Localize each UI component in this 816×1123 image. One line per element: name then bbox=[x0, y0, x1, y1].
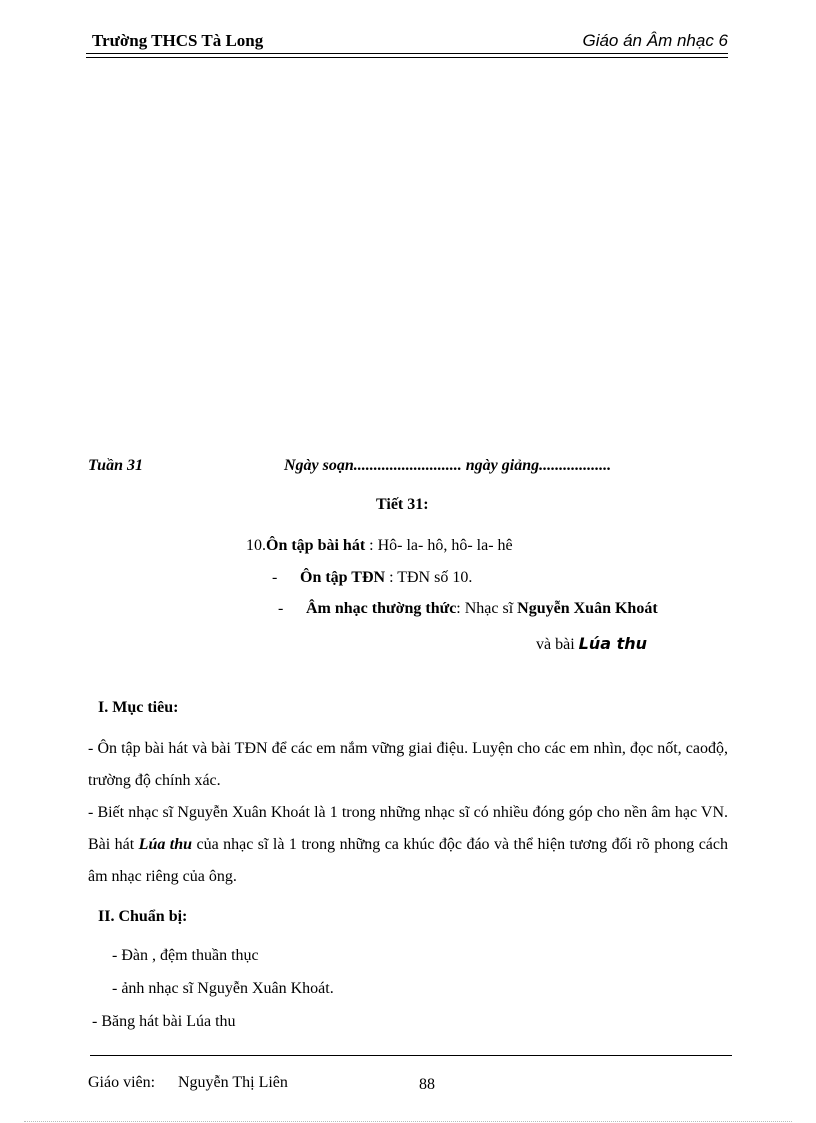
content-item-2 bbox=[272, 569, 472, 587]
composer-name: Nguyễn Xuân Khoát bbox=[517, 600, 658, 617]
item-label: Âm nhạc thường thức bbox=[306, 600, 457, 617]
item-text: : TĐN số 10. bbox=[385, 569, 473, 586]
paragraph-text: của nhạc sĩ là 1 trong những ca khúc độc đáo và thể hiện tương đối rõ phong cách âm nhạc riêng của ông. bbox=[88, 836, 729, 885]
content-item-3 bbox=[278, 600, 658, 618]
header-subject: Giáo án Âm nhạc 6 bbox=[582, 31, 728, 50]
preparation-item: - Đàn , đệm thuần thục bbox=[112, 947, 259, 964]
preparation-item: - ảnh nhạc sĩ Nguyễn Xuân Khoát. bbox=[112, 980, 334, 997]
item-number: 10. bbox=[246, 537, 266, 554]
item-text: và bài bbox=[536, 636, 579, 653]
song-title: Lúa thu bbox=[578, 634, 648, 653]
page-edge-dotted-line bbox=[24, 1121, 792, 1122]
objectives-paragraph-2 bbox=[88, 797, 728, 893]
content-item-3-continued bbox=[536, 634, 647, 654]
header-school: Trường THCS Tà Long bbox=[92, 31, 264, 50]
preparation-item: - Băng hát bài Lúa thu bbox=[92, 1013, 236, 1030]
section-preparation-title: II. Chuẩn bị: bbox=[98, 908, 188, 925]
item-text: : Hô- la- hô, hô- la- hê bbox=[365, 537, 513, 554]
lesson-period: Tiết 31: bbox=[376, 496, 429, 513]
objectives-paragraph-1: - Ôn tập bài hát và bài TĐN để các em nắm vững giai điệu. Luyện cho các em nhìn, đọc nốt, caođộ, trường độ chính xác. bbox=[88, 740, 728, 789]
item-dash: - bbox=[272, 569, 278, 586]
paragraph-text: - Biết nhạc sĩ Nguyễn Xuân Khoát là 1 trong những nhạc sĩ có nhiều đóng góp cho nền âm hạc VN. Bài hát bbox=[88, 804, 728, 853]
item-label: Ôn tập TĐN bbox=[300, 569, 386, 586]
footer-teacher-label: Giáo viên: bbox=[88, 1074, 156, 1091]
content-item-1 bbox=[246, 537, 513, 555]
item-label: Ôn tập bài hát bbox=[266, 537, 366, 554]
page-number: 88 bbox=[419, 1076, 435, 1093]
header-rule-top bbox=[86, 53, 728, 54]
header-rule-bottom bbox=[86, 57, 728, 58]
week-label: Tuần 31 bbox=[88, 457, 143, 474]
footer-rule bbox=[90, 1055, 732, 1056]
item-dash: - bbox=[278, 600, 284, 617]
song-title: Lúa thu bbox=[138, 836, 193, 853]
section-objectives-title: I. Mục tiêu: bbox=[98, 699, 179, 716]
dates-line: Ngày soạn........................... ngày giảng.................. bbox=[284, 457, 612, 474]
footer-teacher-name: Nguyễn Thị Liên bbox=[178, 1074, 288, 1091]
item-text: : Nhạc sĩ bbox=[456, 600, 518, 617]
